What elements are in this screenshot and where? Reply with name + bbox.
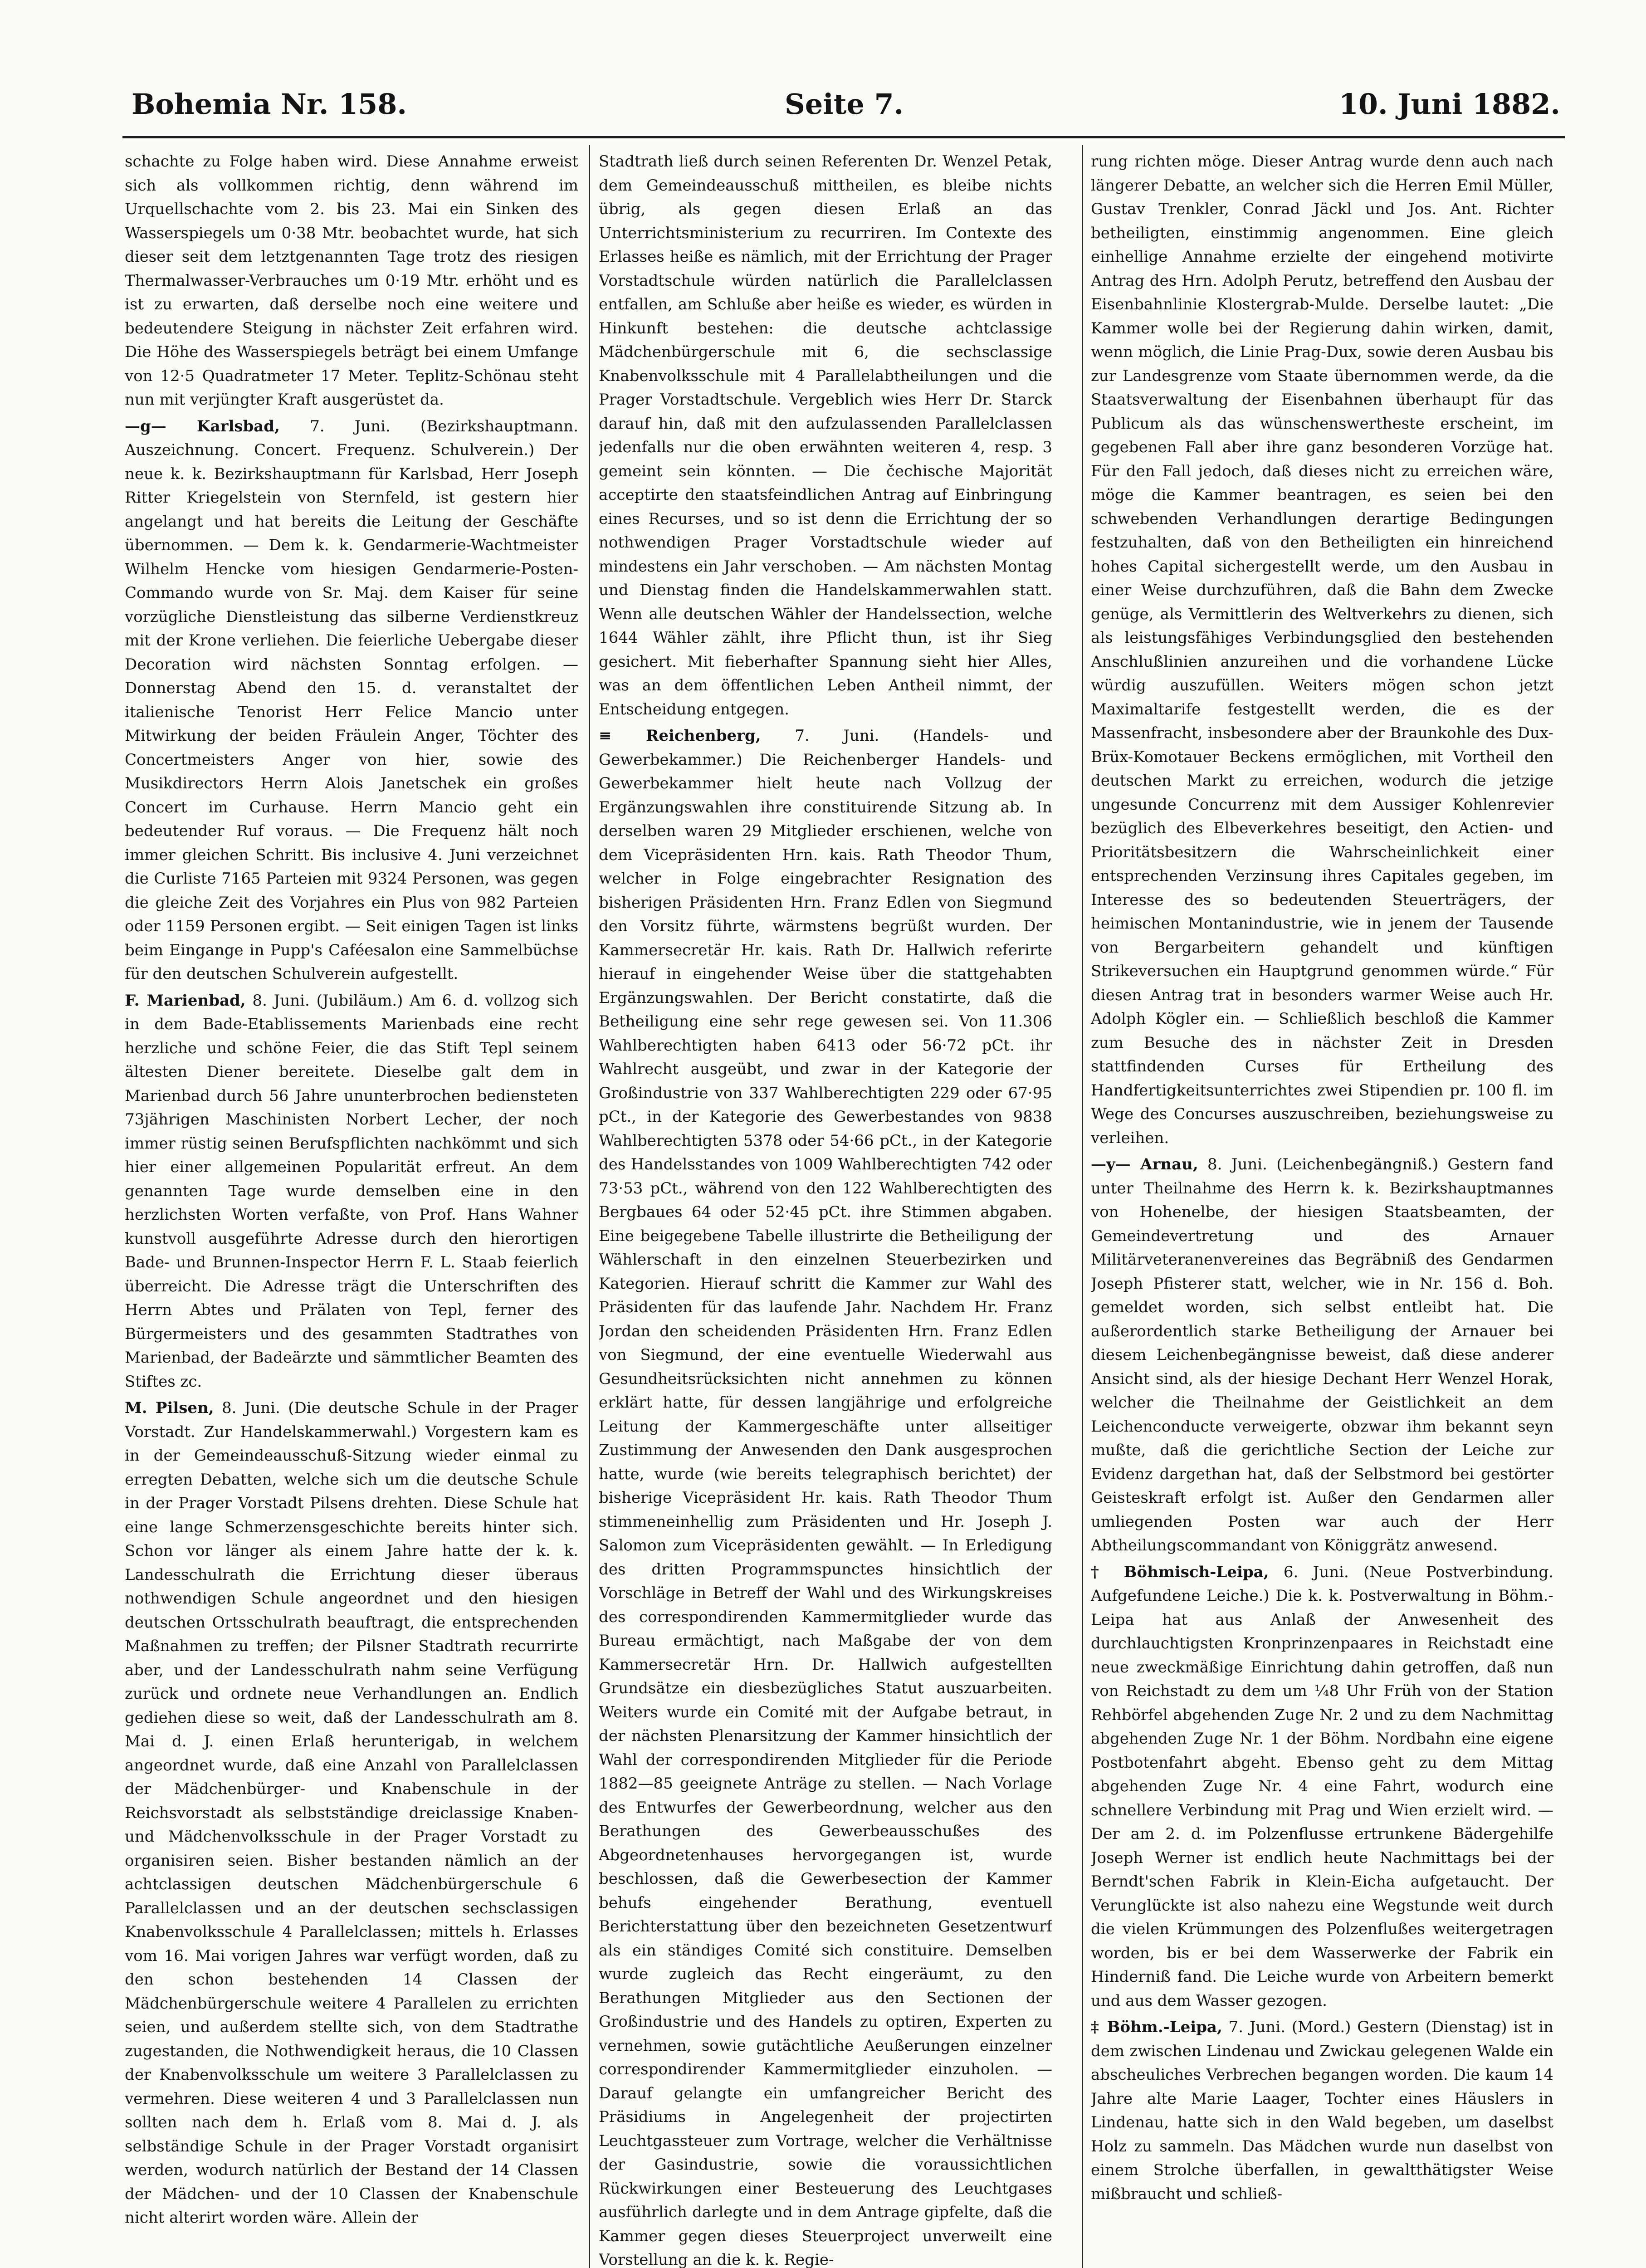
article-text: 8. Juni. (Die deutsche Schule in der Prager Vorstadt. Zur Handelskammerwahl.) Vorgestern kam es in der Gemeindeausschuß-Sitzung wieder einmal zu erregten Debatten, welche sich um die deutsche Schule in der Prager Vorstadt Pilsens drehten. Diese Schule hat eine lange Schmerzensgeschichte bereits hinter sich. Schon vor länger als einem Jahre hatte der k. k. Landesschulrath die Errichtung dieser überaus nothwendigen Schule angeordnet und den hiesigen deutschen Ortsschulrath beauftragt, die entsprechenden Maßnahmen zu treffen; der Pilsner Stadtrath recurrirte aber, und der Landesschulrath nahm seine Verfügung zurück und ordnete neue Verhandlungen an. Endlich gediehen diese so weit, daß der Landesschulrath am 8. Mai d. J. einen Erlaß herunterigab, in welchem angeordnet wurde, daß eine Anzahl von Parallelclassen der Mädchenbürger- und Knabenschule in der Reichsvorstadt als selbstständige dreiclassige Knaben- und Mädchenvolksschule in der Prager Vorstadt zu organisiren seien. Bisher bestanden nämlich an der achtclassigen deutschen Mädchenbürgerschule 6 Parallelclassen und an der deutschen sechsclassigen Knabenvolksschule 4 Parallelclassen; mittels h. Erlasses vom 16. Mai vorigen Jahres war verfügt worden, daß zu den schon bestehenden 14 Classen der Mädchenbürgerschule weitere 4 Parallelen zu errichten seien, und außerdem stellte sich, von dem Stadtrathe zugestanden, die Nothwendigkeit heraus, die 10 Classen der Knabenvolksschule um weitere 3 Parallelclassen zu vermehren. Diese weiteren 4 und 3 Parallelclassen nun sollten nach dem h. Erlaß vom 8. Mai d. J. als selbständige Schule in der Prager Vorstadt organisirt werden, wodurch natürlich der Bestand der 14 Classen der Mädchen- und der 10 Classen der Knabenschule nicht alterirt worden wäre. Allein der — [125, 1399, 578, 2227]
article-dateline: ≡ Reichenberg, — [599, 727, 761, 745]
column-2 — [599, 150, 1052, 2268]
article-text: 8. Juni. (Jubiläum.) Am 6. d. vollzog sich in dem Bade-Etablissements Marienbads eine recht herzliche und schöne Feier, die das Stift Tepl seinem ältesten Diener bereitete. Dieselbe galt dem in Marienbad durch 56 Jahre ununterbrochen bediensteten 73jährigen Maschinisten Norbert Lecher, der noch immer rüstig seinen Berufspflichten nachkömmt und sich hier einer allgemeinen Popularität erfreut. An dem genannten Tage wurde demselben eine in den herzlichsten Worten verfaßte, von Prof. Hans Wahner kunstvoll ausgeführte Adresse durch den hierortigen Bade- und Brunnen-Inspector Herrn F. L. Staab feierlich überreicht. Die Adresse trägt die Unterschriften des Herrn Abtes und Prälaten von Tepl, ferner des Bürgermeisters und des gesammten Stadtrathes von Marienbad, der Badeärzte und sämmtlicher Beamten des Stiftes zc. — [125, 991, 578, 1391]
column-3 — [1091, 150, 1553, 2268]
article-dateline: † Böhmisch-Leipa, — [1091, 1563, 1269, 1581]
article-text: 7. Juni. (Mord.) Gestern (Dienstag) ist in dem zwischen Lindenau und Zwickau gelegenen Walde ein abscheuliches Verbrechen begangen worden. Die kaum 14 Jahre alte Marie Laager, Tochter eines Häuslers in Lindenau, hatte sich in den Wald begeben, um daselbst Holz zu sammeln. Das Mädchen wurde nun daselbst von einem Strolche überfallen, in gewaltthätigster Weise mißbraucht und schließ- — [1091, 2018, 1553, 2203]
issue-date: 10. Juni 1882. — [1338, 88, 1560, 121]
article-paragraph — [1091, 1153, 1553, 1558]
article-dateline: F. Marienbad, — [125, 991, 246, 1010]
article-text: rung richten möge. Dieser Antrag wurde denn auch nach längerer Debatte, an welcher sich die Herren Emil Müller, Gustav Trenkler, Conrad Jäckl und Jos. Ant. Richter betheiligten, einstimmig angenommen. Eine gleich einhellige Annahme erzielte der eingehend motivirte Antrag des Hrn. Adolph Perutz, betreffend den Ausbau der Eisenbahnlinie Klostergrab-Mulde. Derselbe lautet: „Die Kammer wolle bei der Regierung dahin wirken, damit, wenn möglich, die Linie Prag-Dux, sowie deren Ausbau bis zur Landesgrenze vom Staate übernommen werde, da die Staatsverwaltung der Eisenbahnen überhaupt für das Publicum als das wünschenswertheste erscheint, im gegebenen Fall aber ihre ganz besonderen Vorzüge hat. Für den Fall jedoch, daß dieses nicht zu erreichen wäre, möge die Kammer beantragen, es seien bei den schwebenden Verhandlungen derartige Bedingungen festzuhalten, daß von den Betheiligten ein hinreichend hohes Capital sichergestellt werde, um den Ausbau in einer Weise durchzuführen, daß die Bahn dem Zwecke genüge, als Vermittlerin des Weltverkehrs zu dienen, sich als leistungsfähiges Verbindungsglied den bestehenden Anschlußlinien anzureihen und die vorhandene Lücke würdig auszufüllen. Weiters mögen schon jetzt Maximaltarife festgestellt werden, die es der Massenfracht, insbesondere aber der Braunkohle des Dux-Brüx-Komotauer Beckens ermöglichen, mit Vortheil den deutschen Markt zu erreichen, wodurch die jetzige ungesunde Concurrenz mit dem Aussiger Kohlenrevier bezüglich des Elbeverkehres beseitigt, den Actien- und Prioritätsbesitzern die Wahrscheinlichkeit einer entsprechenden Verzinsung ihres Capitales gegeben, im Interesse des so bedeutenden Steuerträgers, der heimischen Montanindustrie, wie in jenem der Tausende von Bergarbeitern gehandelt und künftigen Strikeversuchen ein Hauptgrund genommen würde.“ Für diesen Antrag trat in besonders warmer Weise auch Hr. Adolph Kögler ein. — Schließlich beschloß die Kammer zum Besuche des in nächster Zeit in Dresden stattfindenden Curses für Ertheilung des Handfertigkeitsunterrichtes zwei Stipendien pr. 100 fl. im Wege des Concurses auszuschreiben, beziehungsweise zu verleihen. — [1091, 152, 1553, 1147]
column-1 — [125, 150, 578, 2268]
article-paragraph — [1091, 2015, 1553, 2206]
article-paragraph — [599, 150, 1052, 721]
article-paragraph — [125, 150, 578, 412]
article-dateline: M. Pilsen, — [125, 1399, 214, 1417]
article-dateline: —g— Karlsbad, — [125, 417, 280, 435]
article-paragraph — [599, 724, 1052, 2268]
article-paragraph — [1091, 1560, 1553, 2013]
article-text: 8. Juni. (Leichenbegängniß.) Gestern fand unter Theilnahme des Herrn k. k. Bezirkshauptmannes von Hohenelbe, der hiesigen Staatsbeamten, der Gemeindevertretung und des Arnauer Militärveteranenvereines das Begräbniß des Gendarmen Joseph Pfisterer statt, welcher, wie in Nr. 156 d. Boh. gemeldet worden, sich selbst entleibt hat. Die außerordentlich starke Betheiligung der Arnauer bei diesem Leichenbegängnisse beweist, daß diese anderer Ansicht sind, als der hiesige Dechant Herr Wenzel Horak, welcher die Theilnahme der Geistlichkeit an dem Leichenconducte verweigerte, obzwar ihm bekannt seyn mußte, daß die gerichtliche Section der Leiche zur Evidenz dargethan hat, daß der Selbstmord bei gestörter Geisteskraft erfolgt ist. Außer den Gendarmen aller umliegenden Posten war auch der Herr Abtheilungscommandant von Königgrätz anwesend. — [1091, 1155, 1553, 1554]
page-header — [132, 82, 1560, 132]
article-text: 7. Juni. (Handels- und Gewerbekammer.) Die Reichenberger Handels- und Gewerbekammer hielt heute nach Vollzug der Ergänzungswahlen ihre constituirende Sitzung ab. In derselben waren 29 Mitglieder erschienen, welche von dem Vicepräsidenten Hrn. kais. Rath Theodor Thum, welcher in Folge eingebrachter Resignation des bisherigen Präsidenten Hrn. Franz Edlen von Siegmund den Vorsitz führte, wärmstens begrüßt wurden. Der Kammersecretär Hr. kais. Rath Dr. Hallwich referirte hierauf in eingehender Weise über die stattgehabten Ergänzungswahlen. Der Bericht constatirte, daß die Betheiligung eine sehr rege gewesen sei. Von 11.306 Wahlberechtigten haben 6413 oder 56·72 pCt. ihr Wahlrecht ausgeübt, und zwar in der Kategorie der Großindustrie von 337 Wahlberechtigten 229 oder 67·95 pCt., in der Kategorie des Gewerbestandes von 9838 Wahlberechtigten 5378 oder 54·66 pCt., in der Kategorie des Handelsstandes von 1009 Wahlberechtigten 742 oder 73·53 pCt., während von den 122 Wahlberechtigten des Bergbaues 64 oder 52·45 pCt. ihre Stimmen abgaben. Eine beigegebene Tabelle illustrirte die Betheiligung der Wählerschaft in den einzelnen Steuerbezirken und Kategorien. Hierauf schritt die Kammer zur Wahl des Präsidenten für das laufende Jahr. Nachdem Hr. Franz Jordan den scheidenden Präsidenten Hrn. Franz Edlen von Siegmund, der eine eventuelle Wiederwahl aus Gesundheitsrücksichten nicht annehmen zu können erklärt hatte, für dessen langjährige und erfolgreiche Leitung der Kammergeschäfte unter allseitiger Zustimmung der Anwesenden den Dank ausgesprochen hatte, wurde (wie bereits telegraphisch berichtet) der bisherige Vicepräsident Hr. kais. Rath Theodor Thum stimmeneinhellig zum Präsidenten und Hr. Joseph J. Salomon zum Vicepräsidenten gewählt. — In Erledigung des dritten Programmspunctes hinsichtlich der Vorschläge in Betreff der Wahl und des Wirkungskreises des correspondirenden Kammermitglieder wurde das Bureau ermächtigt, nach Maßgabe der von dem Kammersecretär Hrn. Dr. Hallwich aufgestellten Grundsätze ein diesbezügliches Statut auszuarbeiten. Weiters wurde ein Comité mit der Aufgabe betraut, in der nächsten Plenarsitzung der Kammer hinsichtlich der Wahl der correspondirenden Mitglieder für die Periode 1882—85 geeignete Anträge zu stellen. — Nach Vorlage des Entwurfes der Gewerbeordnung, welcher aus den Berathungen des Gewerbeausschußes des Abgeordnetenhauses hervorgegangen ist, wurde beschlossen, daß die Gewerbesection der Kammer behufs eingehender Berathung, eventuell Berichterstattung über den bezeichneten Gesetzentwurf als ein ständiges Comité sich constituire. Demselben wurde zugleich das Recht eingeräumt, zu den Berathungen Mitglieder aus den Sectionen der Großindustrie und des Handels zu optiren, Experten zu vernehmen, sowie gutächtliche Aeußerungen einzelner correspondirender Kammermitglieder einzuholen. — Darauf gelangte ein umfangreicher Bericht des Präsidiums in Angelegenheit der projectirten Leuchtgassteuer zum Vortrage, welcher die Verhältnisse der Gasindustrie, sowie die voraussichtlichen Rückwirkungen einer Besteuerung des Leuchtgases ausführlich darlegte und in dem Antrage gipfelte, daß die Kammer gegen dieses Steuerproject unverweilt eine Vorstellung an die k. k. Regie- — [599, 727, 1052, 2268]
article-dateline: ‡ Böhm.-Leipa, — [1091, 2018, 1222, 2036]
column-divider — [589, 145, 590, 2268]
article-text: 7. Juni. (Bezirkshauptmann. Auszeichnung. Concert. Frequenz. Schulverein.) Der neue k. k. Bezirkshauptmann für Karlsbad, Herr Joseph Ritter Kriegelstein von Sternfeld, ist gestern hier angelangt und hat bereits die Leitung der Geschäfte übernommen. — Dem k. k. Gendarmerie-Wachtmeister Wilhelm Hencke vom hiesigen Gendarmerie-Posten-Commando wurde von Sr. Maj. dem Kaiser für seine vorzügliche Dienstleistung das silberne Verdienstkreuz mit der Krone verliehen. Die feierliche Uebergabe dieser Decoration wird nächsten Sonntag erfolgen. — Donnerstag Abend den 15. d. veranstaltet der italienische Tenorist Herr Felice Mancio unter Mitwirkung der beiden Fräulein Anger, Töchter des Concertmeisters Anger von hier, sowie des Musikdirectors Herrn Alois Janetschek ein großes Concert im Curhause. Herrn Mancio geht ein bedeutender Ruf voraus. — Die Frequenz hält noch immer gleichen Schritt. Bis inclusive 4. Juni verzeichnet die Curliste 7165 Parteien mit 9324 Personen, was gegen die gleiche Zeit des Vorjahres ein Plus von 982 Parteien oder 1159 Personen ergibt. — Seit einigen Tagen ist links beim Eingange in Pupp's Caféesalon eine Sammelbüchse für den deutschen Schulverein aufgestellt. — [125, 417, 578, 983]
article-dateline: —y— Arnau, — [1091, 1155, 1198, 1173]
article-paragraph — [125, 415, 578, 986]
article-text: Stadtrath ließ durch seinen Referenten Dr. Wenzel Petak, dem Gemeindeausschuß mittheilen, es bleibe nichts übrig, als gegen diesen Erlaß an das Unterrichtsministerium zu recurriren. Im Contexte des Erlasses heiße es nämlich, mit der Errichtung der Prager Vorstadtschule würden natürlich die Parallelclassen entfallen, am Schluße aber heiße es wieder, es würden in Hinkunft bestehen: die deutsche achtclassige Mädchenbürgerschule mit 6, die sechsclassige Knabenvolksschule mit 4 Parallelabtheilungen und die Prager Vorstadtschule. Vergeblich wies Herr Dr. Starck darauf hin, daß mit den aufzulassenden Parallelclassen jedenfalls nur die oben erwähnten weiteren 4, resp. 3 gemeint sein könnten. — Die čechische Majorität acceptirte den staatsfeindlichen Antrag auf Einbringung eines Recurses, und so ist denn die Errichtung der so nothwendigen Prager Vorstadtschule wieder auf mindestens ein Jahr verschoben. — Am nächsten Montag und Dienstag finden die Handelskammerwahlen statt. Wenn alle deutschen Wähler der Handelssection, welche 1644 Wähler zählt, ihre Pflicht thun, ist ihr Sieg gesichert. Mit fieberhafter Spannung sieht hier Alles, was an dem öffentlichen Leben Antheil nimmt, der Entscheidung entgegen. — [599, 152, 1052, 719]
article-paragraph — [125, 989, 578, 1394]
article-text: schachte zu Folge haben wird. Diese Annahme erweist sich als vollkommen richtig, denn während im Urquellschachte vom 2. bis 23. Mai ein Sinken des Wasserspiegels um 0·38 Mtr. beobachtet wurde, hat sich dieser seit dem letztgenannten Tage trotz des riesigen Thermalwasser-Verbrauches um 0·19 Mtr. erhöht und es ist zu erwarten, daß derselbe noch eine weitere und bedeutendere Steigung in nächster Zeit erfahren wird. Die Höhe des Wasserspiegels beträgt bei einem Umfange von 12·5 Quadratmeter 17 Meter. Teplitz-Schönau steht nun mit verjüngter Kraft ausgerüstet da. — [125, 152, 578, 409]
article-paragraph — [1091, 150, 1553, 1150]
article-text: 6. Juni. (Neue Postverbindung. Aufgefundene Leiche.) Die k. k. Postverwaltung in Böhm.-Leipa hat aus Anlaß der Anwesenheit des durchlauchtigsten Kronprinzenpaares in Reichstadt eine neue zweckmäßige Einrichtung dahin getroffen, daß nun von Reichstadt zu dem um ¼8 Uhr Früh von der Station Rehbörfel abgehenden Zuge Nr. 2 und zu dem Nachmittag abgehenden Zuge Nr. 1 der Böhm. Nordbahn eine eigene Postbotenfahrt abgeht. Ebenso geht zu dem Mittag abgehenden Zuge Nr. 4 eine Fahrt, wodurch eine schnellere Verbindung mit Prag und Wien erzielt wird. — Der am 2. d. im Polzenflusse ertrunkene Bädergehilfe Joseph Werner ist endlich heute Nachmittags bei der Berndt'schen Fabrik in Klein-Eicha aufgetaucht. Der Verunglückte ist also nahezu eine Wegstunde weit durch die vielen Krümmungen des Polzenflußes weitergetragen worden, bis er bei dem Wasserwerke der Fabrik ein Hinderniß fand. Die Leiche wurde von Arbeitern bemerkt und aus dem Wasser gezogen. — [1091, 1563, 1553, 2010]
newspaper-issue: Bohemia Nr. 158. — [132, 88, 407, 121]
page-number: Seite 7. — [785, 88, 904, 121]
column-divider — [1082, 145, 1083, 2268]
header-rule — [122, 136, 1565, 138]
article-paragraph — [125, 1396, 578, 2230]
